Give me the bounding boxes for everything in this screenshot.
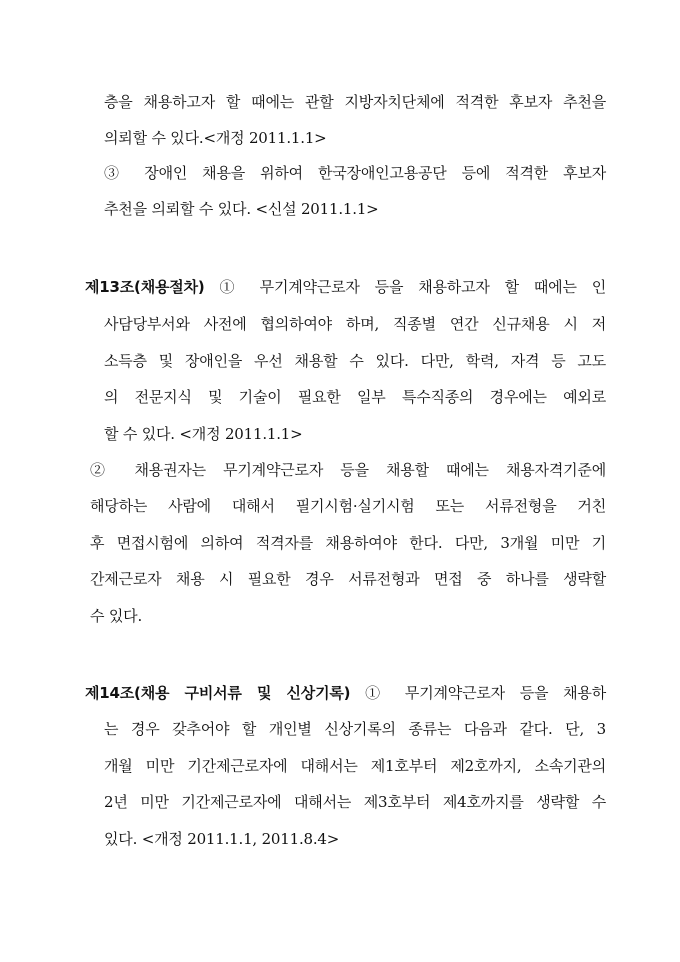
article-13-first-line xyxy=(85,277,606,297)
article-13-clause-2-line-5: 수 있다. xyxy=(90,607,143,625)
article-14-line-3: 개월 미만 기간제근로자에 대해서는 제1호부터 제2호까지, 소속기관의 xyxy=(104,757,606,775)
article-13-clause-2-line-1: ② 채용권자는 무기계약근로자 등을 채용할 때에는 채용자격기준에 xyxy=(90,461,606,479)
prev-clause-3-line-2: 추천을 의뢰할 수 있다. <신설 2011.1.1> xyxy=(104,200,379,218)
prev-article-line-1: 층을 채용하고자 할 때에는 관할 지방자치단체에 적격한 후보자 추천을 xyxy=(104,93,606,111)
article-14-clause-1-start: ① 무기계약근로자 등을 채용하 xyxy=(350,684,606,702)
article-13-line-4: 의 전문지식 및 기술이 필요한 일부 특수직종의 경우에는 예외로 xyxy=(104,388,606,406)
article-14-line-4: 2년 미만 기간제근로자에 대해서는 제3호부터 제4호까지를 생략할 수 xyxy=(104,793,606,811)
article-13-clause-1-start: ① 무기계약근로자 등을 채용하고자 할 때에는 인 xyxy=(204,278,606,296)
article-13-line-2: 사담당부서와 사전에 협의하여야 하며, 직종별 연간 신규채용 시 저 xyxy=(104,315,606,333)
article-14-heading: 제14조(채용 구비서류 및 신상기록) xyxy=(85,684,351,702)
article-13-clause-2-line-4: 간제근로자 채용 시 필요한 경우 서류전형과 면접 중 하나를 생략할 xyxy=(90,570,606,588)
article-13-heading: 제13조(채용절차) xyxy=(85,278,205,296)
article-14-line-2: 는 경우 갖추어야 할 개인별 신상기록의 종류는 다음과 같다. 단, 3 xyxy=(104,720,606,738)
article-14-line-5: 있다. <개정 2011.1.1, 2011.8.4> xyxy=(104,830,340,848)
article-14-first-line xyxy=(85,683,606,703)
article-13-clause-2-line-2: 해당하는 사람에 대해서 필기시험·실기시험 또는 서류전형을 거친 xyxy=(90,497,606,515)
article-13-line-5: 할 수 있다. <개정 2011.1.1> xyxy=(104,425,303,443)
article-13-line-3: 소득층 및 장애인을 우선 채용할 수 있다. 다만, 학력, 자격 등 고도 xyxy=(104,352,606,370)
prev-article-line-2: 의뢰할 수 있다.<개정 2011.1.1> xyxy=(104,129,327,147)
article-13-clause-2-line-3: 후 면접시험에 의하여 적격자를 채용하여야 한다. 다만, 3개월 미만 기 xyxy=(90,534,606,552)
prev-clause-3-line-1: ③ 장애인 채용을 위하여 한국장애인고용공단 등에 적격한 후보자 xyxy=(104,164,606,182)
